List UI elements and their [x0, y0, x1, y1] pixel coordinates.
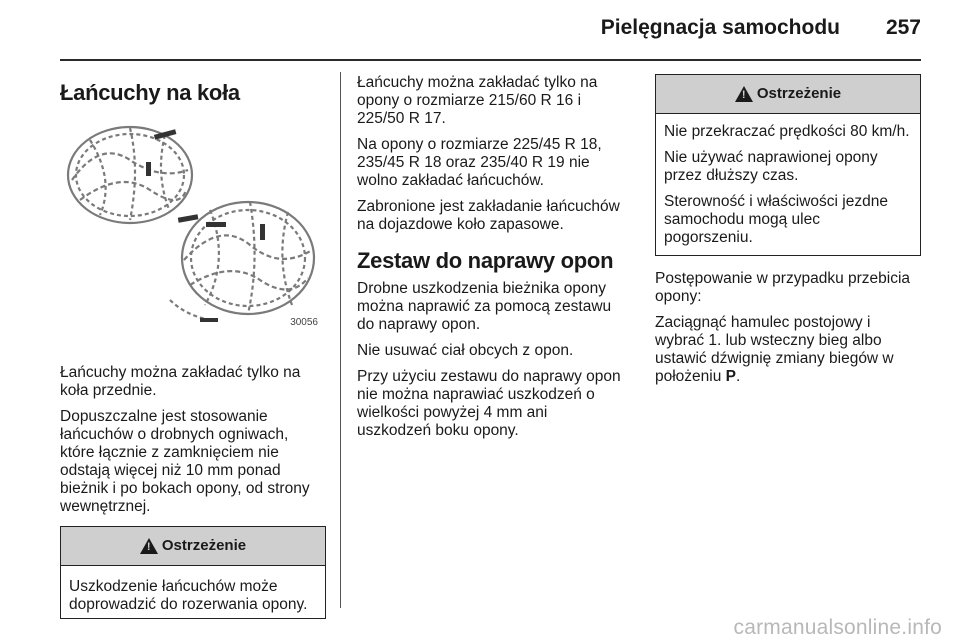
header-title: Pielęgnacja samochodu — [600, 16, 840, 39]
figure-code: 30056 — [290, 317, 318, 328]
column-divider — [340, 72, 341, 608]
warning-title: Ostrzeżenie — [756, 85, 842, 102]
warning-header — [656, 75, 920, 114]
column-middle — [357, 74, 625, 448]
warning-body — [61, 566, 325, 618]
warning-text: Uszkodzenie łańcuchów może doprowadzić do rozerwania opony. — [69, 578, 308, 613]
paragraph: Łańcuchy można zakładać tylko na koła przednie. — [60, 364, 301, 399]
warning-body — [656, 114, 920, 255]
paragraph: Dopuszczalne jest stosowanie łańcuchów o drobnych ogniwach, które łącznie z zamknięciem nie odstają więcej niż 10 mm ponad bieżnik i po bokach opony, od strony wewnętrznej. — [60, 408, 310, 515]
snow-chains-illustration — [60, 120, 324, 338]
warning-triangle-icon: ! — [140, 538, 158, 554]
warning-text: Nie używać naprawionej opony przez dłuższy czas. — [664, 149, 878, 184]
paragraph: Nie usuwać ciał obcych z opon. — [357, 342, 574, 359]
section-heading-tire-repair-kit: Zestaw do naprawy opon — [357, 248, 614, 273]
column-left — [60, 74, 326, 633]
gear-position-label: P — [725, 368, 737, 385]
paragraph: Postępowanie w przypadku przebicia opony: — [655, 270, 911, 305]
warning-title: Ostrzeżenie — [161, 537, 247, 554]
paragraph: Łańcuchy można zakładać tylko na opony o rozmiarze 215/60 R 16 i 225/50 R 17. — [357, 74, 598, 127]
column-right — [655, 74, 921, 394]
warning-triangle-icon: ! — [735, 86, 753, 102]
watermark: carmanualsonline.info — [733, 616, 942, 639]
paragraph — [655, 314, 921, 386]
paragraph: Na opony o rozmiarze 225/45 R 18, 235/45 R 18 oraz 235/40 R 19 nie wolno zakładać łańcuchów. — [357, 136, 602, 189]
paragraph: Przy użyciu zestawu do naprawy opon nie można naprawiać uszkodzeń o wielkości powyżej 4 mm ani uszkodzeń boku opony. — [357, 368, 621, 439]
warning-box — [60, 526, 326, 619]
paragraph: Drobne uszkodzenia bieżnika opony można naprawić za pomocą zestawu do naprawy opon. — [357, 280, 612, 333]
paragraph: Zabronione jest zakładanie łańcuchów na dojazdowe koło zapasowe. — [357, 198, 620, 233]
snow-chains-drawing — [60, 120, 324, 338]
warning-header — [61, 527, 325, 566]
warning-text: Nie przekraczać prędkości 80 km/h. — [664, 123, 910, 140]
page-number: 257 — [885, 16, 921, 39]
section-heading-snow-chains: Łańcuchy na koła — [60, 80, 240, 105]
warning-text: Sterowność i właściwości jezdne samochodu mogą ulec pogorszeniu. — [664, 193, 888, 246]
header-divider — [60, 59, 921, 61]
paragraph-end: . — [736, 368, 741, 385]
paragraph-text: Zaciągnąć hamulec postojowy i wybrać 1. lub wsteczny bieg albo ustawić dźwignię zmiany biegów w położeniu — [655, 314, 894, 385]
warning-box — [655, 74, 921, 256]
